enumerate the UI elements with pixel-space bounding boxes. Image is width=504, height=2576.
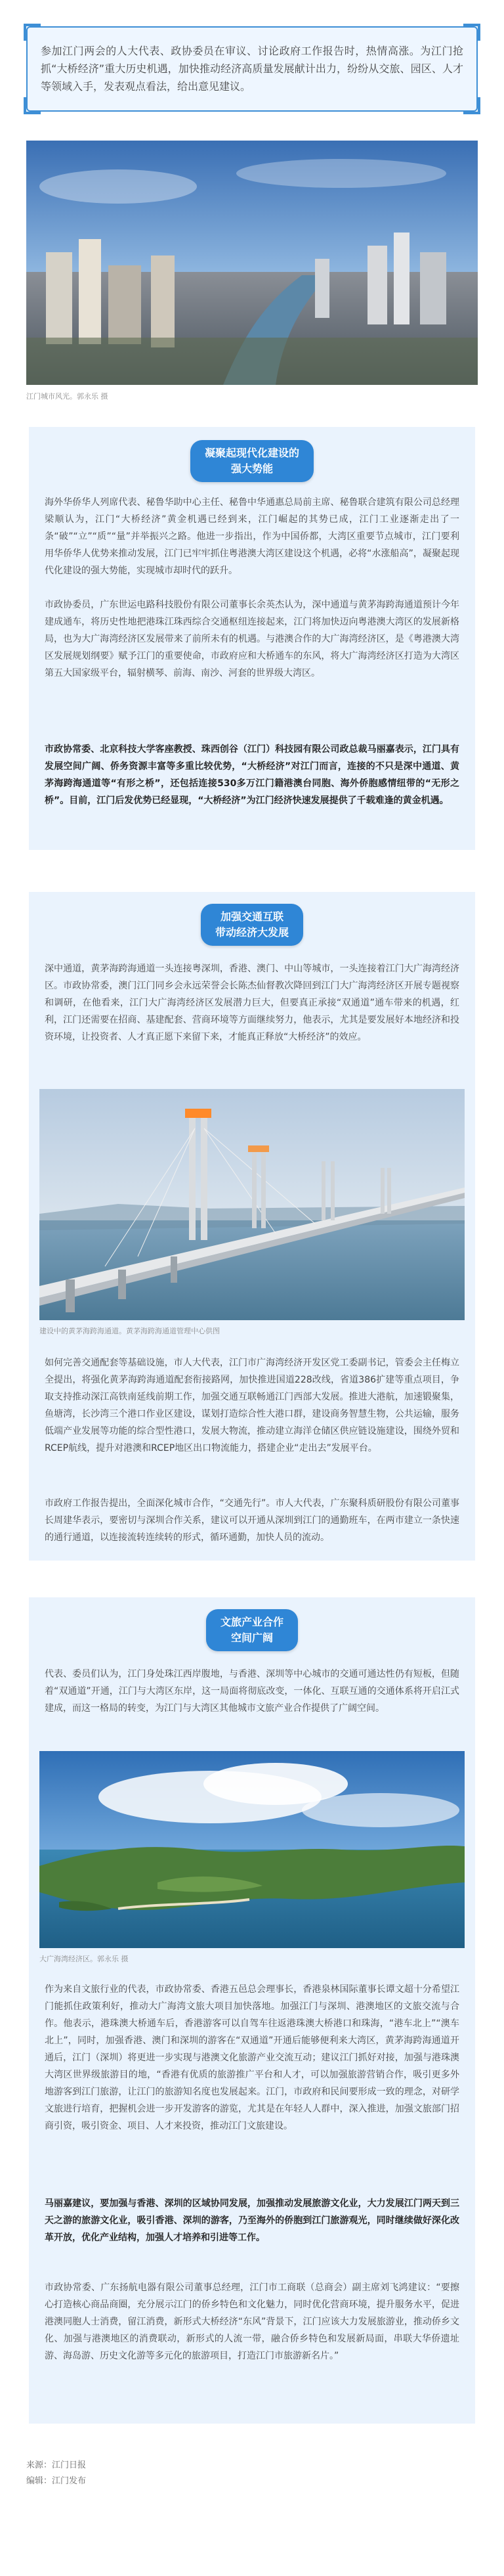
section-3-paragraph-3: 马丽嘉建议，要加强与香港、深圳的区域协同发展，加强推动发展旅游文化业，大力发展江门两天到三天之游的旅游文化业，吸引香港、深圳的游客，乃至海外的侨胞到江门旅游观光，同时继续做好深化改革开放，优化产业结构，加强人才培养和引进等工作。 [45,2198,459,2243]
section-3-title-badge [206,1609,298,1651]
frame-corner-bottom-right [463,97,480,114]
section-1-title-badge [190,440,314,482]
section-1-title-line2: 强大势能 [230,462,274,475]
section-3-paragraph-1: 代表、委员们认为，江门身处珠江西岸腹地，与香港、深圳等中心城市的交通可通达性仍有短板，但随着“双通道”开通，江门与大湾区东岸，这一局面将彻底改变，一体化、互联互通的交通体系将开启江式建成，而这一格局的转变，为江门与大湾区其他城市文旅产业合作提供了广阔空间。 [45,1669,459,1714]
frame-corner-top-right [463,24,480,41]
source-line: 来源：江门日报 [26,2460,87,2470]
section-2-paragraph-3: 市政府工作报告提出，全面深化城市合作，“交通先行”。市人大代表，广东聚科质研股份有限公司董事长周建华表示，要密切与深圳合作关系，建议可以开通从深圳到江门的通勤班车，在两市建立一条快速的通行通道，以连接流转连续转的形式，循环通勤，加快人员的流动。 [45,1498,459,1543]
bridge-photo-caption: 建设中的黄茅海跨海通道。黄茅海跨海通道管理中心供图 [39,1327,220,1335]
editor-line: 编辑：江门发布 [26,2476,87,2486]
section-1-title-line1: 凝聚起现代化建设的 [204,447,300,459]
section-2-paragraph-1: 深中通道，黄茅海跨海通道一头连接粤深圳，香港、澳门、中山等城市，一头连接着江门大广海湾经济区。市政协常委，澳门江门同乡会永远荣誉会长陈杰仙督教次降回到江门大广海湾经济区开展专题视察和调研，在他看来，江门大广海湾经济区发展潜力巨大，但要真正承接“双通道”通车带来的机遇，红利，江门还需要在招商、基建配套、营商环境等方面继续努力，他表示，尤其是要发展好本地经济和投资环境，让投资者、人才真正愿下来留下来，才能真正释放“大桥经济”的效应。 [45,964,459,1042]
section-1-paragraph-3: 市政协常委、北京科技大学客座教授、珠西创谷（江门）科技园有限公司政总裁马丽嘉表示，江门具有发展空间广阔、侨务资源丰富等多重比较优势，“大桥经济”对江门而言，连接的不只是深中通道、黄茅海跨海通道等“有形之桥”，还包括连接530多万江门籍港澳台同胞、海外侨胞感情纽带的“无形之桥”。目前，江门后发优势已经显现，“大桥经济”为江门经济快速发展提供了千载难逢的黄金机遇。 [45,744,459,806]
section-2-title-badge [201,904,303,946]
city-skyline-photo [26,141,478,385]
frame-corner-top-left [24,24,41,41]
bay-area-photo [39,1751,465,1948]
section-3-title-line2: 空间广阔 [230,1632,274,1644]
section-2-title-line1: 加强交通互联 [220,910,284,923]
section-2-title-line2: 带动经济大发展 [215,926,289,939]
bridge-photo [39,1089,465,1320]
section-1-paragraph-1: 海外华侨华人列席代表、秘鲁华助中心主任、秘鲁中华通惠总局前主席、秘鲁联合建筑有限公司总经理梁顺认为，江门“大桥经济”黄金机遇已经到来，江门崛起的其势已成，江门工业逐渐走出了一条“破”“立”“质”“量”并举振兴之路。他进一步指出，作为中国侨都，大湾区重要节点城市，江门要利用华侨华人优势来推动发展，江门已牢牢抓住粤港澳大湾区建设这个机遇，必将“水涨船高”，凝聚起现代化建设的强大势能，实现城市却时代的跃升。 [45,497,459,576]
section-3-paragraph-2: 作为来自文旅行业的代表，市政协常委、香港五邑总会理事长，香港泉林国际董事长谭文超十分希望江门能抓住政策利好，推动大广海湾文旅大项目加快落地。加强江门与深圳、港澳地区的文旅交流与合作。他表示，港珠澳大桥通车后，香港游客可以自驾车往返港珠澳大桥港口和珠海，“港车北上”“澳车北上”，同时，加强香港、澳门和深圳的游客在“双通道”开通后能够便利来大湾区，黄茅海跨海通道开通后，江门（深圳）将更进一步实现与港澳文化旅游产业交流互动；建议江门抓好对接，加强与港珠澳大湾区世界级旅游目的地，“香港有优质的旅游推广平台和人才，可以加强旅游营销合作，吸引更多外地游客到江门旅游，让江门的旅游知名度也发展起来。江门，市政府和民间要形成一致的理念，对研学文旅进行培育，把握机会进一步开发游客的游览，尤其是在年轻人人群中，深入推进，加强文旅部门招商引资，吸引资金、项目、人才来投资，推动江门文旅建设。 [45,1984,459,2131]
bay-area-photo-caption: 大广海湾经济区。郭永乐 摄 [39,1955,129,1963]
city-photo-caption: 江门城市风光。郭永乐 摄 [26,392,108,401]
section-3-paragraph-4: 市政协常委、广东扬航电器有限公司董事总经理，江门市工商联（总商会）副主席刘飞鸿建议：“要擦心打造核心商品商圈，充分展示江门的侨乡特色和文化魅力，同时优化营商环境，提升服务水平，促进港澳同胞人士消费，留江消费，新形式大桥经济“东风”背景下，江门应该大力发展旅游业，推动侨乡文化、加强与港澳地区的消费联动，新形式的人流一带，融合侨乡特色和发展新局面，串联大华侨遗址游、海岛游、历史文化游等多元化的旅游项目，打造江门市旅游新名片。” [45,2282,459,2361]
section-2-paragraph-2: 如何完善交通配套等基础设施，市人大代表，江门市广海湾经济开发区党工委副书记，管委会主任梅立全提出，将强化黄茅海跨海通道配套衔接路网，加快推进国道228改线，省道386扩建等重点项目，争取支持推动深江高铁南延线前期工作，加强交通互联畅通江门西部大发展。推进大港航，加速锻聚集，鱼塘湾，长沙湾三个港口作业区建设，谋划打造综合性大港口群，建设商务智慧生物，公共运输，服务低端产业发展等功能的综合型性港口，发展大物流，推动建立海洋仓储区供应链设施建设，围绕外贸和RCEP航线，提升对港澳和RCEP地区出口物流能力，搭建企业“走出去”发展平台。 [45,1358,459,1454]
section-1-paragraph-2: 市政协委员，广东世运电路科技股份有限公司董事长余英杰认为，深中通道与黄茅海跨海通道预计今年建成通车，将历史性地把港珠江珠西综合交通枢纽连接起来，江门将加快迈向粤港澳大湾区的发展新格局，也为大广海湾经济区发展带来了前所未有的机遇。与港澳合作的大广海湾经济区，是《粤港澳大湾区发展规划纲要》赋予江门的重要使命，市政府应和大桥通车的东风，将大广海湾经济区打造为大湾区第五大国家级平台，辐射横琴、前海、南沙、河套的世界级大湾区。 [45,600,459,678]
frame-corner-bottom-left [24,97,41,114]
intro-paragraph: 参加江门两会的人大代表、政协委员在审议、讨论政府工作报告时，热情高涨。为江门抢抓“大桥经济”重大历史机遇，加快推动经济高质量发展献计出力，纷纷从交旅、园区、人才等领域入手，发表观点看法，给出意见建议。 [41,45,463,93]
section-3-title-line1: 文旅产业合作 [220,1616,284,1628]
